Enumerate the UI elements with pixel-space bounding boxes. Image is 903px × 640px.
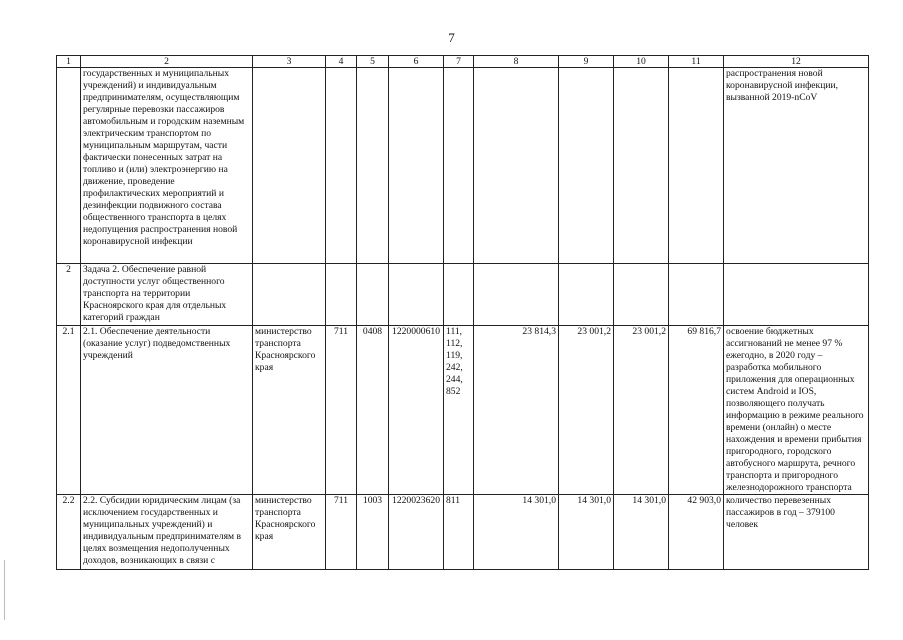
- row-rzpr: 1003: [357, 494, 389, 569]
- row-name: 2.1. Обеспечение деятельности (оказание услуг) подведомственных учреждений: [81, 326, 253, 495]
- column-header: 10: [614, 56, 669, 68]
- table-row: [57, 68, 869, 264]
- row-2022: [614, 264, 669, 326]
- row-rzpr: 0408: [357, 326, 389, 495]
- row-2020: 23 814,3: [474, 326, 559, 495]
- row-name: 2.2. Субсидии юридическим лицам (за исключением государственных и муниципальных учреждений) и индивидуальным предпринимателям в целях возмещения недополученных доходов, возникающих в связи с: [81, 494, 253, 569]
- row-grbs: 711: [326, 326, 357, 495]
- row-2021: 23 001,2: [559, 326, 614, 495]
- row-2020: [474, 68, 559, 264]
- row-vr: 111, 112, 119, 242, 244, 852: [444, 326, 474, 495]
- column-header: 11: [669, 56, 724, 68]
- row-name: Задача 2. Обеспечение равной доступности услуг общественного транспорта на территории Красноярского края для отдельных категорий граждан: [81, 264, 253, 326]
- row-2021: [559, 264, 614, 326]
- program-table: [56, 55, 869, 570]
- column-header: 1: [57, 56, 81, 68]
- column-header: 7: [444, 56, 474, 68]
- row-result: количество перевезенных пассажиров в год – 379100 человек: [724, 494, 869, 569]
- row-total: 69 816,7: [669, 326, 724, 495]
- row-number: 2.1: [57, 326, 81, 495]
- scan-edge-mark: [4, 560, 5, 620]
- column-header: 3: [253, 56, 326, 68]
- row-2020: 14 301,0: [474, 494, 559, 569]
- column-header: 12: [724, 56, 869, 68]
- row-2022: 14 301,0: [614, 494, 669, 569]
- column-header: 4: [326, 56, 357, 68]
- row-number: 2: [57, 264, 81, 326]
- row-name: государственных и муниципальных учреждений) и индивидуальным предпринимателям, осуществляющим регулярные перевозки пассажиров автомобильным и городским наземным электрическим транспортом по муниципальным маршрутам, части фактически понесенных затрат на топливо и (или) электроэнергию на движение, проведение профилактических мероприятий и дезинфекции подвижного состава общественного транспорта в целях недопущения распространения новой коронавирусной инфекции: [81, 68, 253, 264]
- row-total: 42 903,0: [669, 494, 724, 569]
- table-row: [57, 326, 869, 495]
- row-number: [57, 68, 81, 264]
- table-row: [57, 494, 869, 569]
- row-grbs: [326, 264, 357, 326]
- row-vr: [444, 264, 474, 326]
- row-executor: [253, 68, 326, 264]
- row-result: распространения новой коронавирусной инфекции, вызванной 2019-nCoV: [724, 68, 869, 264]
- table-row: [57, 264, 869, 326]
- row-rzpr: [357, 264, 389, 326]
- row-vr: [444, 68, 474, 264]
- row-2022: 23 001,2: [614, 326, 669, 495]
- row-result: освоение бюджетных ассигнований не менее 97 % ежегодно, в 2020 году – разработка мобильного приложения для операционных систем Android и IOS, позволяющего получать информацию в режиме реального времени (онлайн) о месте нахождения и времени прибытия пригородного, городского автобусного маршрута, речного транспорта и пригородного железнодорожного транспорта: [724, 326, 869, 495]
- row-csr: [389, 68, 444, 264]
- row-executor: министерство транспорта Красноярского края: [253, 326, 326, 495]
- row-result: [724, 264, 869, 326]
- table-header-row: [57, 56, 869, 68]
- column-header: 9: [559, 56, 614, 68]
- row-csr: 1220000610: [389, 326, 444, 495]
- row-grbs: [326, 68, 357, 264]
- column-header: 8: [474, 56, 559, 68]
- row-csr: 1220023620: [389, 494, 444, 569]
- row-csr: [389, 264, 444, 326]
- row-rzpr: [357, 68, 389, 264]
- row-2022: [614, 68, 669, 264]
- column-header: 6: [389, 56, 444, 68]
- row-total: [669, 264, 724, 326]
- row-executor: министерство транспорта Красноярского края: [253, 494, 326, 569]
- row-number: 2.2: [57, 494, 81, 569]
- row-2021: 14 301,0: [559, 494, 614, 569]
- column-header: 2: [81, 56, 253, 68]
- row-total: [669, 68, 724, 264]
- row-2021: [559, 68, 614, 264]
- row-vr: 811: [444, 494, 474, 569]
- page-number: 7: [448, 30, 455, 45]
- column-header: 5: [357, 56, 389, 68]
- row-2020: [474, 264, 559, 326]
- row-grbs: 711: [326, 494, 357, 569]
- row-executor: [253, 264, 326, 326]
